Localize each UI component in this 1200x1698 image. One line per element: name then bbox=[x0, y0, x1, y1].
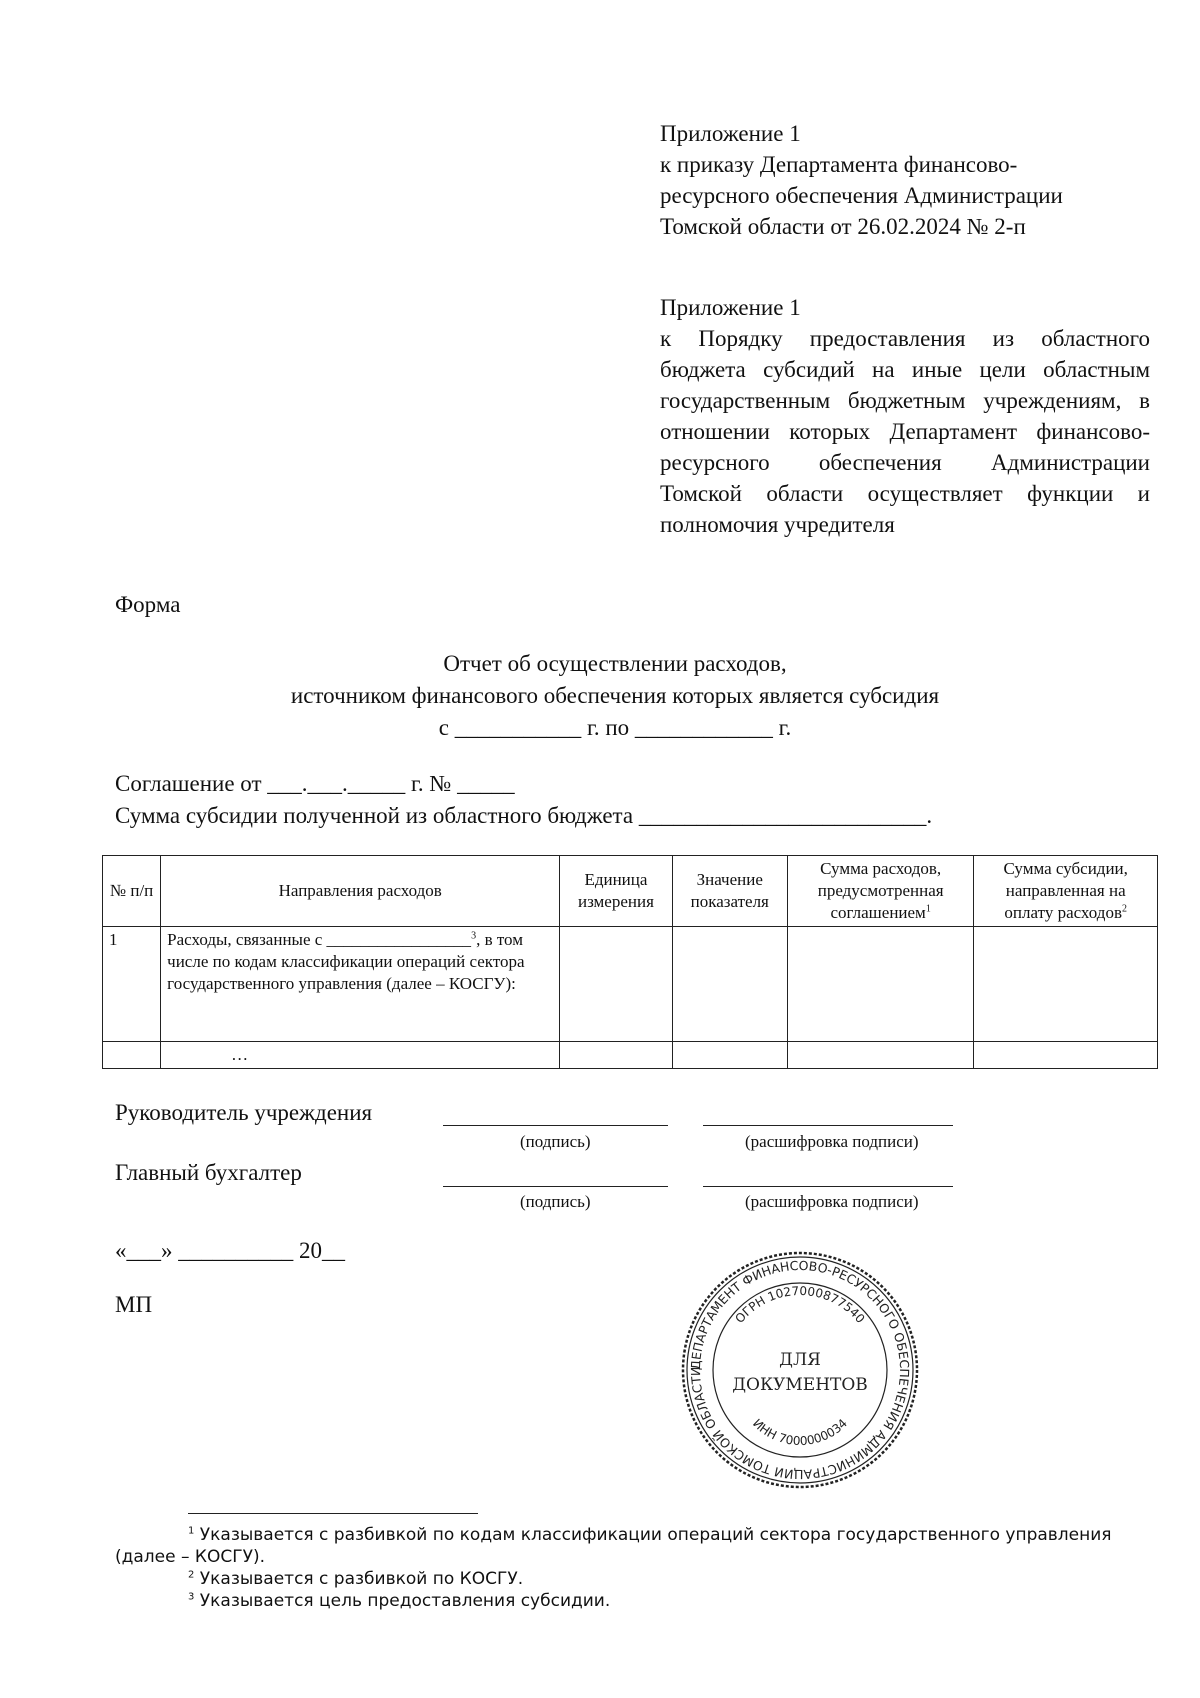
footnote-text: Указывается с разбивкой по кодам классификации операций сектора государственного управления (далее – КОСГУ). bbox=[115, 1525, 1112, 1567]
accountant-sign-caption: (подпись) bbox=[520, 1192, 591, 1211]
row-sum-planned bbox=[787, 1042, 974, 1069]
subsidy-amount-line: Сумма субсидии полученной из областного бюджета _________________________. bbox=[115, 803, 933, 828]
appendix-1-title: Приложение 1 bbox=[660, 121, 801, 146]
accountant-signature-line bbox=[443, 1186, 668, 1187]
report-period-line: с ___________ г. по ____________ г. bbox=[438, 715, 792, 740]
row-sum-planned bbox=[787, 927, 974, 1042]
col-unit-header: Единица измерения bbox=[560, 856, 672, 927]
report-title-line2: источником финансового обеспечения которых является субсидия bbox=[290, 683, 940, 708]
row-direction-text: Расходы, связанные с _________________ bbox=[167, 930, 472, 949]
accountant-decode-line bbox=[703, 1186, 953, 1187]
sum-subsidy-label: Сумма субсидии, направленная на оплату расходов bbox=[1003, 859, 1128, 922]
report-title-line1: Отчет об осуществлении расходов, bbox=[443, 651, 787, 676]
row-direction bbox=[161, 927, 560, 1042]
appendix-2-title: Приложение 1 bbox=[660, 295, 801, 320]
report-table bbox=[102, 855, 1158, 1069]
row-direction: … bbox=[161, 1042, 560, 1069]
accountant-label: Главный бухгалтер bbox=[115, 1160, 302, 1185]
stamp-inn-text: ИНН 7000000034 bbox=[750, 1416, 850, 1449]
footnote-mark: 2 bbox=[188, 1569, 195, 1581]
row-unit bbox=[560, 927, 672, 1042]
head-decode-caption: (расшифровка подписи) bbox=[745, 1132, 919, 1151]
appendix-2-text: к Порядку предоставления из областного бюджета субсидий на иные цели областным государственным бюджетным учреждениям, в отношении которых Департамент финансово-ресурсного обеспечения Администрации Томской области осуществляет функции и полномочия учредителя bbox=[660, 326, 1150, 537]
official-stamp bbox=[680, 1250, 920, 1490]
row-value bbox=[672, 1042, 787, 1069]
footnote-mark: 3 bbox=[188, 1591, 195, 1603]
agreement-line: Соглашение от ___.___._____ г. № _____ bbox=[115, 771, 515, 796]
col-direction-header: Направления расходов bbox=[161, 856, 560, 927]
stamp-center-line1: ДЛЯ bbox=[779, 1350, 821, 1370]
appendix-header-1 bbox=[660, 118, 1150, 242]
row-sum-subsidy bbox=[974, 927, 1158, 1042]
row-value bbox=[672, 927, 787, 1042]
col-value-header: Значение показателя bbox=[672, 856, 787, 927]
stamp-inner-ring bbox=[713, 1283, 887, 1457]
row-num bbox=[103, 1042, 161, 1069]
seal-place-label: МП bbox=[115, 1292, 153, 1317]
row-unit bbox=[560, 1042, 672, 1069]
appendix-1-line2: к приказу Департамента финансово- bbox=[660, 152, 1018, 177]
row-sum-subsidy bbox=[974, 1042, 1158, 1069]
footnote-mark: 3 bbox=[471, 930, 477, 942]
appendix-1-line3: ресурсного обеспечения Администрации bbox=[660, 183, 1063, 208]
appendix-1-line4: Томской области от 26.02.2024 № 2-п bbox=[660, 214, 1026, 239]
report-title bbox=[115, 648, 1115, 744]
agreement-block bbox=[115, 768, 932, 832]
stamp-outer-text: ДЕПАРТАМЕНТ ФИНАНСОВО-РЕСУРСНОГО ОБЕСПЕЧЕНИЯ АДМИНИСТРАЦИИ ТОМСКОЙ ОБЛАСТИ bbox=[687, 1257, 913, 1483]
footnote-mark: 1 bbox=[925, 903, 931, 915]
table-row bbox=[103, 1042, 1158, 1069]
footnote-mark: 2 bbox=[1121, 903, 1127, 915]
head-sign-caption: (подпись) bbox=[520, 1132, 591, 1151]
footnote-text: Указывается цель предоставления субсидии. bbox=[194, 1591, 611, 1611]
footnote-text: Указывается с разбивкой по КОСГУ. bbox=[194, 1569, 524, 1589]
footnote-mark: 1 bbox=[188, 1525, 195, 1537]
table-header-row bbox=[103, 856, 1158, 927]
head-signature-line bbox=[443, 1125, 668, 1126]
stamp-center-line2: ДОКУМЕНТОВ bbox=[732, 1375, 868, 1395]
row-num: 1 bbox=[103, 927, 161, 1042]
date-line: «___» __________ 20__ bbox=[115, 1238, 345, 1263]
head-decode-line bbox=[703, 1125, 953, 1126]
col-num-header: № п/п bbox=[103, 856, 161, 927]
col-sum-subsidy-header bbox=[974, 856, 1158, 927]
footnote-1 bbox=[115, 1524, 1150, 1568]
row-direction-text-cont: , в том числе по кодам классификации операций сектора государственного управления (далее – КОСГУ): bbox=[167, 930, 525, 993]
head-label: Руководитель учреждения bbox=[115, 1100, 373, 1125]
appendix-header-2 bbox=[660, 292, 1150, 540]
form-label: Форма bbox=[115, 592, 181, 617]
stamp-ogrn-text: ОГРН 1027000877540 bbox=[732, 1283, 868, 1326]
sum-planned-label: Сумма расходов, предусмотренная соглашением bbox=[817, 859, 944, 922]
accountant-decode-caption: (расшифровка подписи) bbox=[745, 1192, 919, 1211]
footnote-2 bbox=[115, 1568, 1150, 1590]
col-sum-planned-header bbox=[787, 856, 974, 927]
footnote-3 bbox=[115, 1590, 1150, 1612]
footnotes bbox=[115, 1524, 1150, 1612]
footnote-divider bbox=[188, 1513, 478, 1514]
table-row bbox=[103, 927, 1158, 1042]
